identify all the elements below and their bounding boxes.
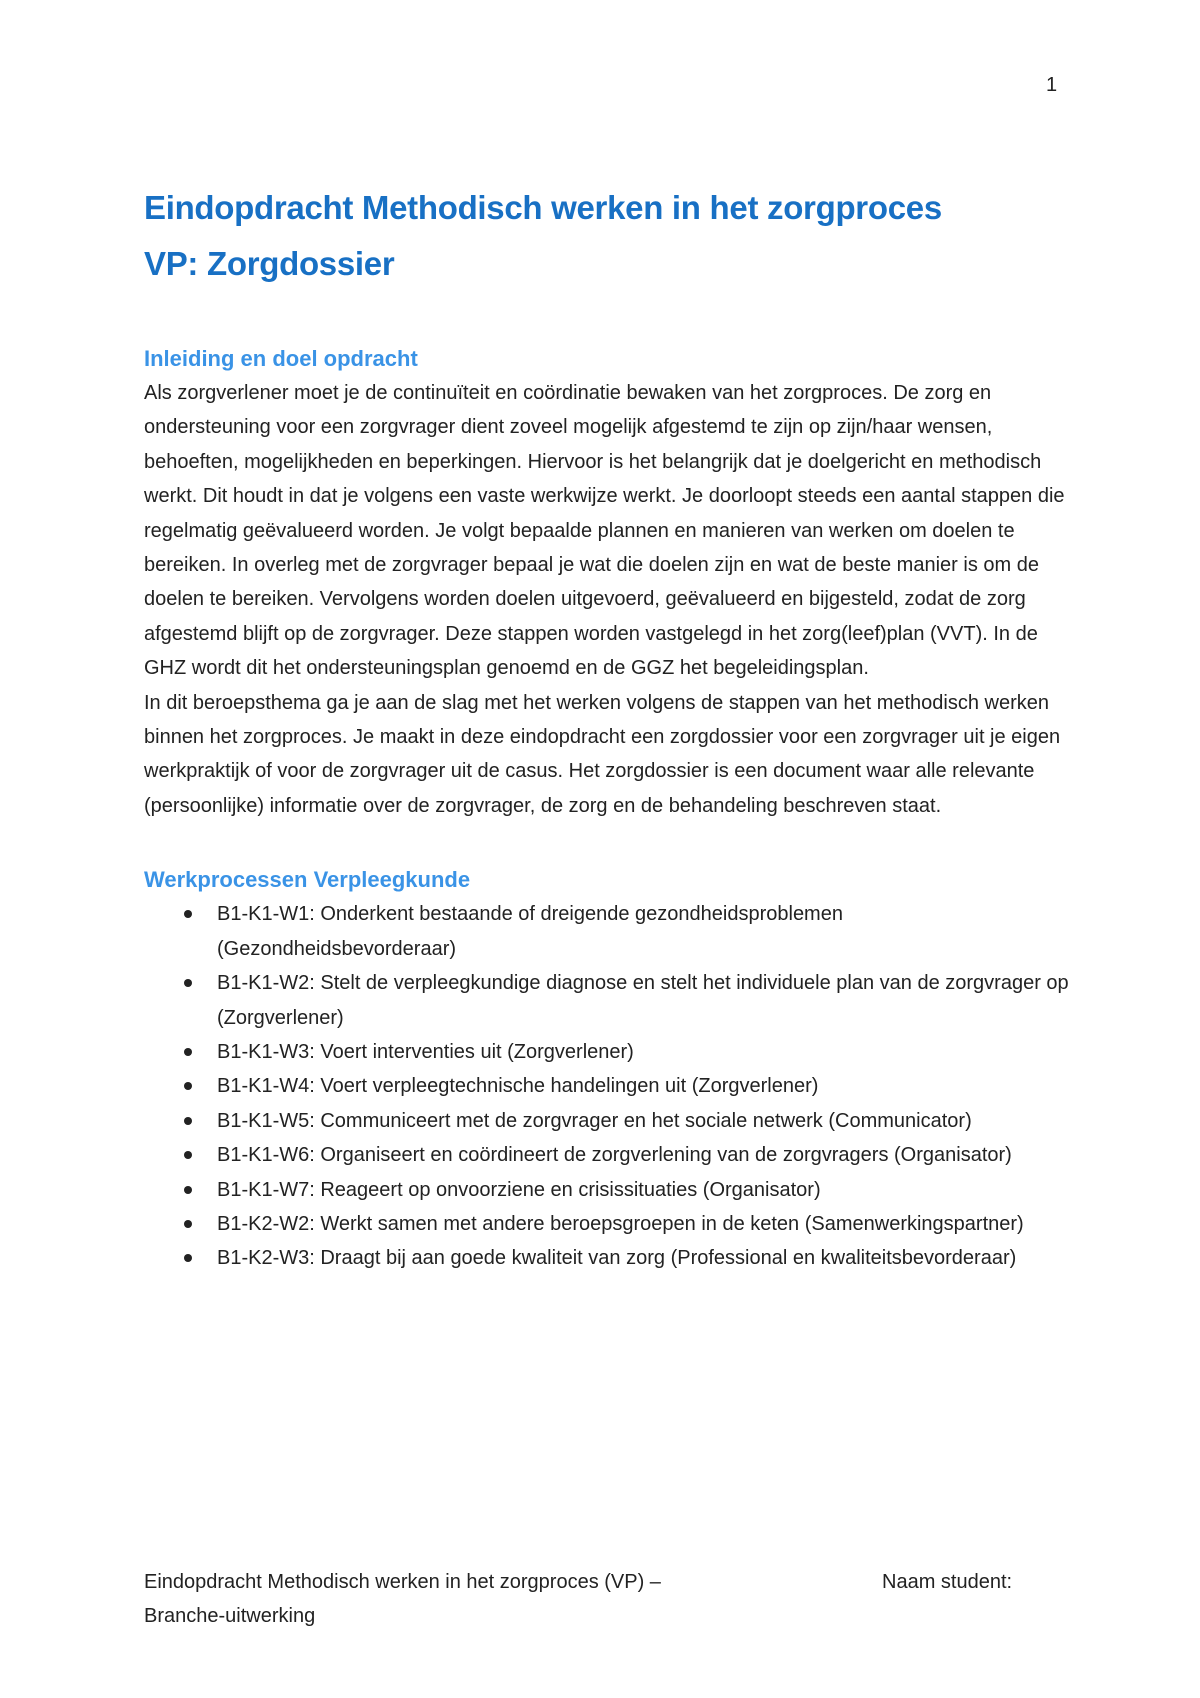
list-item: [144, 897, 1070, 966]
bullet-icon: [184, 910, 192, 918]
intro-heading: Inleiding en doel opdracht: [144, 346, 418, 371]
list-item-text: B1-K1-W6: Organiseert en coördineert de zorgverlening van de zorgvragers (Organisator): [217, 1144, 1012, 1167]
list-item-text: B1-K2-W2: Werkt samen met andere beroepsgroepen in de keten (Samenwerkingspartner): [217, 1212, 1024, 1235]
document-title: [144, 180, 1070, 292]
bullet-icon: [184, 1220, 192, 1228]
title-line-2: VP: Zorgdossier: [144, 245, 395, 282]
list-item-text: B1-K2-W3: Draagt bij aan goede kwaliteit van zorg (Professional en kwaliteitsbevorderaar): [217, 1247, 1017, 1270]
list-item-text: B1-K1-W5: Communiceert met de zorgvrager en het sociale netwerk (Communicator): [217, 1109, 972, 1132]
list-item: [144, 1138, 1070, 1172]
bullet-icon: [184, 1082, 192, 1090]
list-item: [144, 1207, 1070, 1241]
werkprocessen-list: [144, 897, 1070, 1275]
list-item-text: B1-K1-W1: Onderkent bestaande of dreigende gezondheidsproblemen (Gezondheidsbevorderaar): [217, 903, 843, 960]
bullet-icon: [184, 1117, 192, 1125]
list-item-text: B1-K1-W4: Voert verpleegtechnische handelingen uit (Zorgverlener): [217, 1075, 819, 1098]
footer-document-title: Eindopdracht Methodisch werken in het zorgproces (VP) – Branche-uitwerking: [144, 1571, 661, 1627]
bullet-icon: [184, 1254, 192, 1262]
list-item-text: B1-K1-W2: Stelt de verpleegkundige diagnose en stelt het individuele plan van de zorgvrager op (Zorgverlener): [217, 972, 1069, 1029]
bullet-icon: [184, 1048, 192, 1056]
list-item: [144, 1069, 1070, 1103]
list-item-text: B1-K1-W3: Voert interventies uit (Zorgverlener): [217, 1040, 634, 1063]
list-item: [144, 1035, 1070, 1069]
bullet-icon: [184, 979, 192, 987]
title-line-1: Eindopdracht Methodisch werken in het zorgproces: [144, 189, 942, 226]
list-item: [144, 1104, 1070, 1138]
list-item: [144, 1241, 1070, 1275]
bullet-icon: [184, 1186, 192, 1194]
werkprocessen-heading: Werkprocessen Verpleegkunde: [144, 867, 471, 893]
list-item: [144, 1173, 1070, 1207]
intro-paragraph-1: Als zorgverlener moet je de continuïteit en coördinatie bewaken van het zorgproces. De zorg en ondersteuning voor een zorgvrager dient zoveel mogelijk afgestemd te zijn op zijn/haar wensen, behoeften, mogelijkheden en beperkingen. Hiervoor is het belangrijk dat je doelgericht en methodisch werkt. Dit houdt in dat je volgens een vaste werkwijze werkt. Je doorloopt steeds een aantal stappen die regelmatig geëvalueerd worden. Je volgt bepaalde plannen en manieren van werken om doelen te bereiken. In overleg met de zorgvrager bepaal je wat die doelen zijn en wat de beste manier is om de doelen te bereiken. Vervolgens worden doelen uitgevoerd, geëvalueerd en bijgesteld, zodat de zorg afgestemd blijft op de zorgvrager. Deze stappen worden vastgelegd in het zorg(leef)plan (VVT). In de GHZ wordt dit het ondersteuningsplan genoemd en de GGZ het begeleidingsplan.: [144, 382, 1065, 680]
list-item: [144, 966, 1070, 1035]
intro-paragraph-2: In dit beroepsthema ga je aan de slag met het werken volgens de stappen van het methodisch werken binnen het zorgproces. Je maakt in deze eindopdracht een zorgdossier voor een zorgvrager uit je eigen werkpraktijk of voor de zorgvrager uit de casus. Het zorgdossier is een document waar alle relevante (persoonlijke) informatie over de zorgvrager, de zorg en de behandeling beschreven staat.: [144, 691, 1061, 817]
page-number: 1: [1046, 74, 1058, 96]
bullet-icon: [184, 1151, 192, 1159]
document-body: [144, 180, 1070, 1276]
list-item-text: B1-K1-W7: Reageert op onvoorziene en crisissituaties (Organisator): [217, 1178, 821, 1201]
footer-student-name-label: Naam student:: [882, 1571, 1013, 1593]
